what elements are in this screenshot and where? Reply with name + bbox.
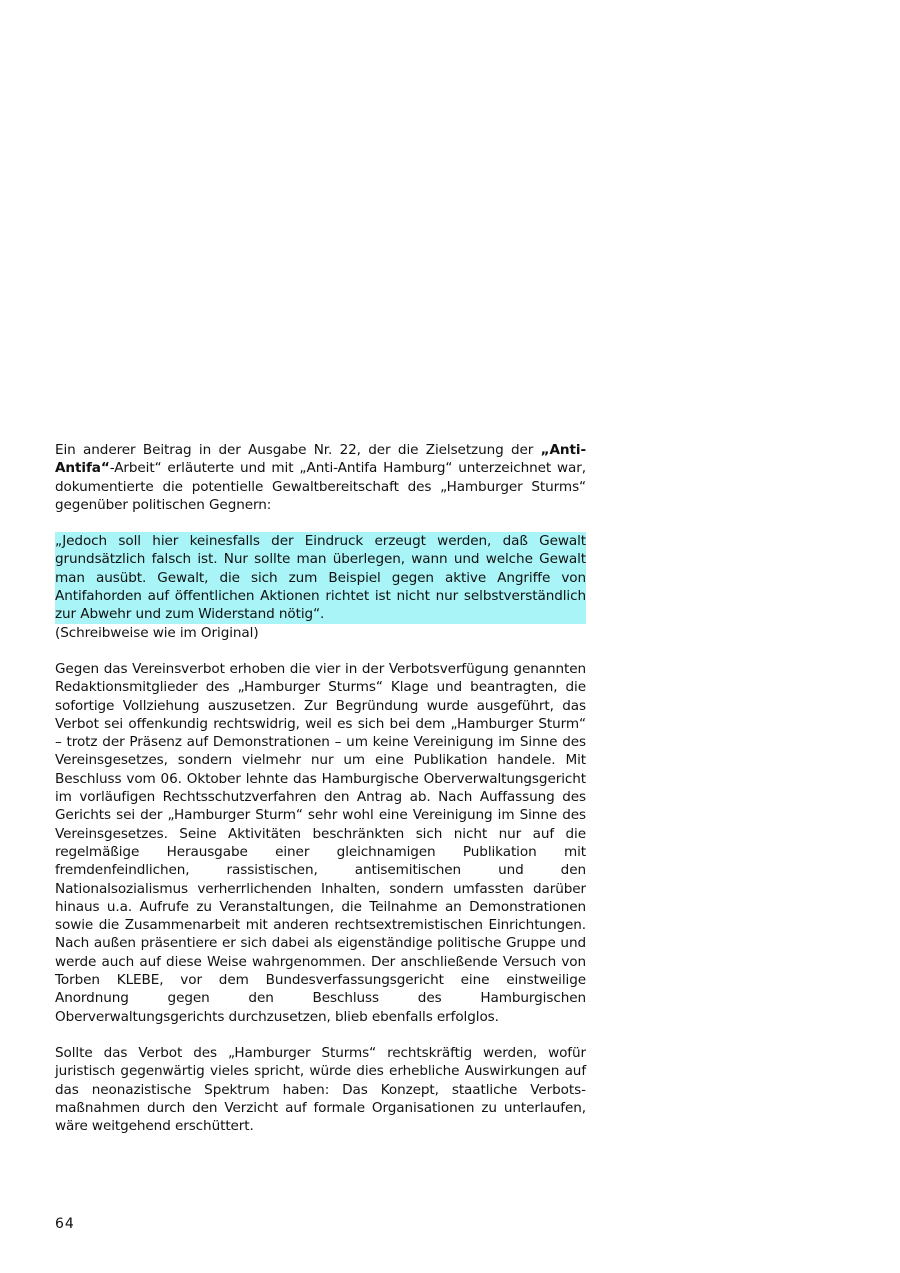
- body-paragraph-2: Sollte das Verbot des „Hamburger Sturms“ rechtskräftig werden, wofür juristisch gegenwärtig vieles spricht, würde dies erhebliche Auswirkungen auf das neonazistische Spektrum haben: Das Konzept, staatliche Verbotsmaßnahmen durch den Verzicht auf formale Organisationen zu unterlaufen, wäre weitgehend erschüttert.: [55, 1044, 586, 1135]
- page-number: 64: [55, 1216, 75, 1232]
- body-paragraph-1: Gegen das Vereinsverbot erhoben die vier in der Verbotsverfügung genannten Redaktionsmitglieder des „Hamburger Sturms“ Klage und beantragten, die sofortige Vollziehung auszusetzen. Zur Begründung wurde ausgeführt, das Verbot sei offenkundig rechtswidrig, weil es sich bei dem „Hamburger Sturm“ – trotz der Präsenz auf Demonstrationen – um keine Vereinigung im Sinne des Vereinsgesetzes, sondern vielmehr nur um eine Publikation handele. Mit Beschluss vom 06. Oktober lehnte das Hamburgische Oberverwaltungsgericht im vorläufigen Rechtsschutzverfahren den Antrag ab. Nach Auffassung des Gerichts sei der „Hamburger Sturm“ sehr wohl eine Vereinigung im Sinne des Vereinsgesetzes. Seine Aktivitäten beschränkten sich nicht nur auf die regelmäßige Herausgabe einer gleichnamigen Publikation mit fremdenfeindlichen, rassistischen, antisemitischen und den Nationalsozialismus verherrlichenden Inhalten, sondern umfassten darüber hinaus u.a. Aufrufe zu Veranstaltungen, die Teilnahme an Demonstrationen sowie die Zusammenarbeit mit anderen rechtsextremistischen Einrichtungen. Nach außen präsentiere er sich dabei als eigenständige politische Gruppe und werde auch auf diese Weise wahrgenommen. Der anschließende Versuch von Torben KLEBE, vor dem Bundesverfassungsgericht eine einstweilige Anordnung gegen den Beschluss des Hamburgischen Oberverwaltungsgerichts durchzusetzen, blieb ebenfalls erfolglos.: [55, 660, 586, 1025]
- intro-text-end: -Arbeit“ erläuterte und mit „Anti-Antifa Hamburg“ unterzeichnet war, dokumentierte die potentielle Gewaltbereitschaft des „Hamburger Sturms“ gegenüber politischen Gegnern:: [55, 460, 586, 513]
- quote-note: (Schreibweise wie im Original): [55, 624, 259, 641]
- highlighted-quote: „Jedoch soll hier keinesfalls der Eindruck erzeugt werden, daß Gewalt grundsätzlich falsch ist. Nur sollte man überlegen, wann und welche Gewalt man ausübt. Gewalt, die sich zum Beispiel gegen aktive Angriffe von Antifahorden auf öffentlichen Aktionen richtet ist nicht nur selbstverständlich zur Abwehr und zum Widerstand nötig“.: [55, 533, 586, 623]
- text-column: [55, 441, 586, 1135]
- quote-block: [55, 532, 586, 642]
- intro-paragraph: [55, 441, 586, 514]
- intro-text-start: Ein anderer Beitrag in der Ausgabe Nr. 22, der die Zielsetzung der: [55, 442, 541, 458]
- intro-bold-term: „Anti-Antifa“: [55, 442, 586, 477]
